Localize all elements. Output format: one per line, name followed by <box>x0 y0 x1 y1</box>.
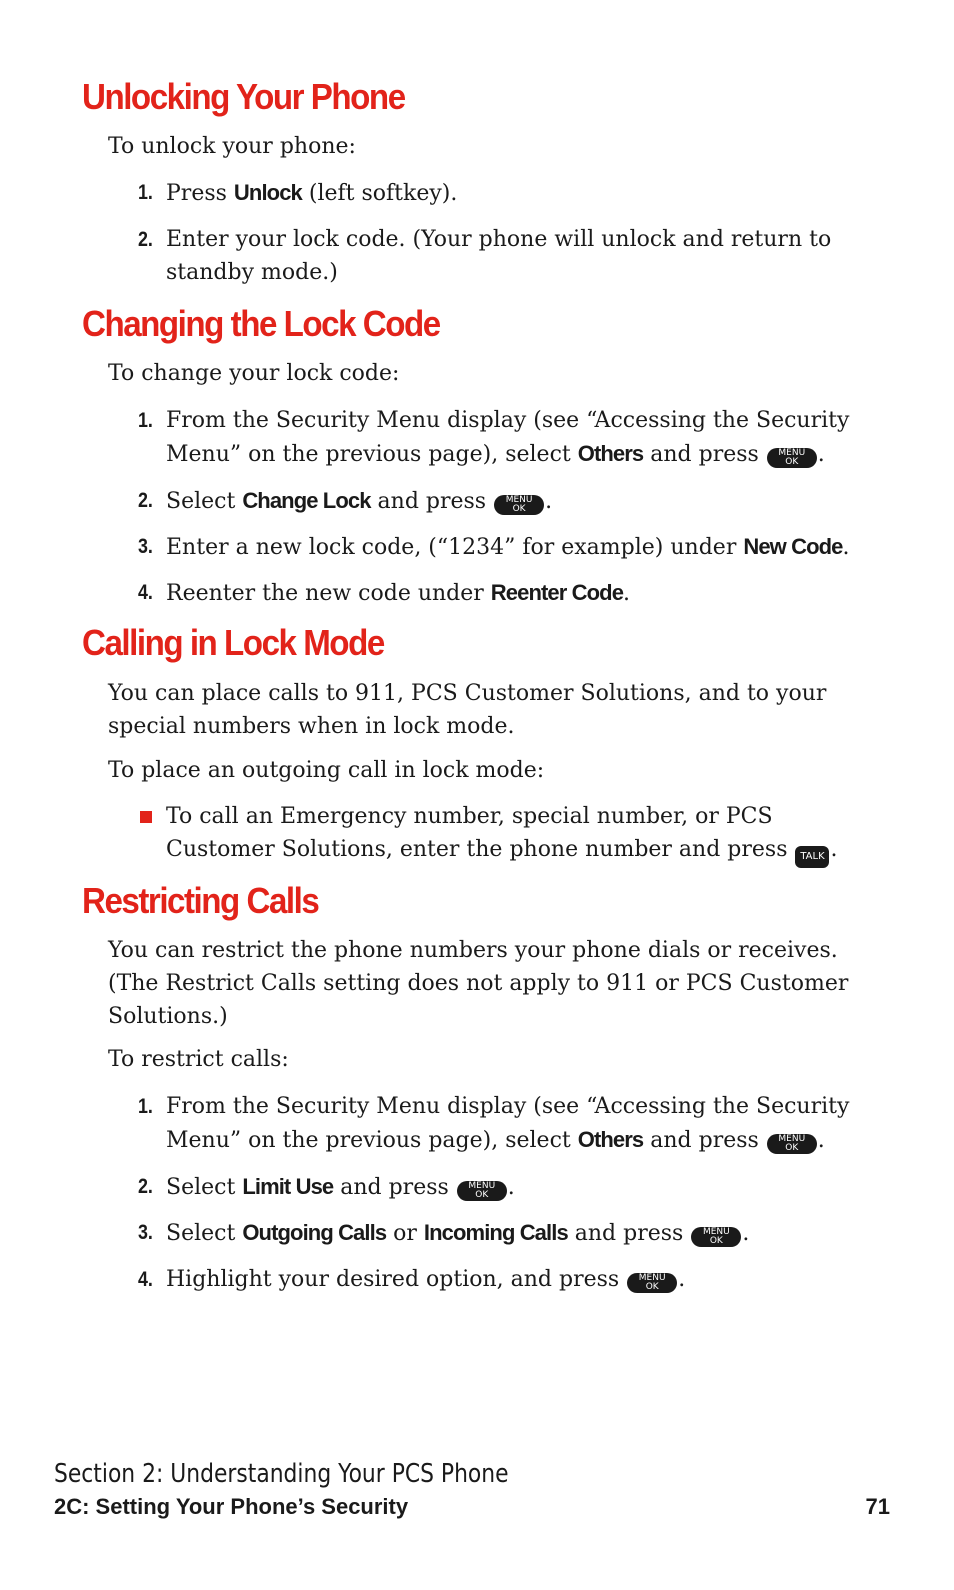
restrict-step-4: 4. Highlight your desired option, and press MENU OK . <box>166 1263 866 1296</box>
step-number: 3. <box>138 535 153 558</box>
menu-ok-key-icon: MENU OK <box>457 1181 507 1201</box>
talk-key-icon: TALK <box>795 846 829 868</box>
step-number: 1. <box>138 1095 153 1118</box>
step-number: 2. <box>138 489 153 512</box>
step-text: Reenter the new code under <box>166 581 491 606</box>
restrict-para-2: To restrict calls: <box>108 1047 289 1072</box>
footer-chapter-title: 2C: Setting Your Phone’s Security <box>54 1494 409 1519</box>
heading-restricting-calls: Restricting Calls <box>82 880 319 921</box>
step-text: and press <box>370 489 494 514</box>
menu-ok-key-icon: MENU OK <box>767 1134 817 1154</box>
heading-unlocking: Unlocking Your Phone <box>82 76 405 117</box>
step-text: Highlight your desired option, and press <box>166 1267 627 1292</box>
step-text: and press <box>643 1128 766 1153</box>
menu-option: Outgoing Calls <box>242 1220 387 1245</box>
menu-option: Others <box>577 441 644 466</box>
bullet-text: To call an Emergency number, special number, or PCS Customer Solutions, enter the phone number and press <box>166 804 795 862</box>
footer-section-title: Section 2: Understanding Your PCS Phone <box>54 1459 509 1489</box>
menu-option: Others <box>577 1127 644 1152</box>
bullet-square-icon <box>140 811 152 823</box>
step-number: 4. <box>138 581 153 604</box>
change-step-1: 1. From the Security Menu display (see “Accessing the Security Menu” on the previous page), select Others and press MENU OK . <box>166 404 866 471</box>
step-text: and press <box>567 1221 691 1246</box>
unlock-intro: To unlock your phone: <box>108 134 356 159</box>
step-text: and press <box>643 442 766 467</box>
restrict-step-3: 3. Select Outgoing Calls or Incoming Calls and press MENU OK . <box>166 1216 866 1250</box>
menu-option: Incoming Calls <box>423 1220 568 1245</box>
step-number: 1. <box>138 409 153 432</box>
calling-para-1: You can place calls to 911, PCS Customer Solutions, and to your special numbers when in lock mode. <box>108 681 827 739</box>
softkey-label: Unlock <box>233 180 302 205</box>
step-text: Enter a new lock code, (“1234” for example) under <box>166 535 744 560</box>
calling-para-2: To place an outgoing call in lock mode: <box>108 758 545 783</box>
step-text: Select <box>166 1221 243 1246</box>
step-text: Enter your lock code. (Your phone will unlock and return to standby mode.) <box>166 227 832 285</box>
step-text: Select <box>166 1175 243 1200</box>
step-text: or <box>386 1221 424 1246</box>
heading-changing-lock-code: Changing the Lock Code <box>82 303 440 344</box>
menu-option: Change Lock <box>242 488 371 513</box>
step-number: 2. <box>138 1175 153 1198</box>
step-text: Select <box>166 489 243 514</box>
unlock-step-2 <box>138 223 866 289</box>
menu-ok-key-icon: MENU OK <box>494 495 544 515</box>
restrict-para-1: You can restrict the phone numbers your phone dials or receives. (The Restrict Calls setting does not apply to 911 or PCS Customer Solutions.) <box>108 938 849 1029</box>
change-step-2: 2. Select Change Lock and press MENU OK . <box>166 484 866 518</box>
step-text: and press <box>333 1175 456 1200</box>
menu-option: Limit Use <box>242 1174 334 1199</box>
menu-ok-key-icon: MENU OK <box>627 1273 677 1293</box>
change-step-3: 3. Enter a new lock code, (“1234” for example) under New Code. <box>166 530 866 564</box>
step-text: From the Security Menu display (see “Accessing the Security Menu” on the previous page), select <box>166 1094 850 1153</box>
change-intro: To change your lock code: <box>108 361 400 386</box>
restrict-step-2: 2. Select Limit Use and press MENU OK . <box>166 1170 866 1204</box>
menu-ok-key-icon: MENU OK <box>691 1227 741 1247</box>
heading-calling-lock-mode: Calling in Lock Mode <box>82 622 384 663</box>
step-number: 3. <box>138 1221 153 1244</box>
step-text: (left softkey). <box>301 181 458 206</box>
change-step-4: 4. Reenter the new code under Reenter Code. <box>166 576 866 610</box>
step-number: 1. <box>138 181 153 204</box>
menu-ok-key-icon: MENU OK <box>767 448 817 468</box>
step-text: Press <box>166 181 234 206</box>
unlock-step-1 <box>138 176 866 210</box>
page-number: 71 <box>865 1494 890 1519</box>
step-number: 4. <box>138 1268 153 1291</box>
field-label: New Code <box>743 534 843 559</box>
restrict-step-1: 1. From the Security Menu display (see “Accessing the Security Menu” on the previous page), select Others and press MENU OK . <box>166 1090 866 1157</box>
field-label: Reenter Code <box>490 580 624 605</box>
step-number: 2. <box>138 228 153 251</box>
calling-bullet-1: To call an Emergency number, special number, or PCS Customer Solutions, enter the phone number and press TALK . <box>166 800 866 868</box>
step-text: From the Security Menu display (see “Accessing the Security Menu” on the previous page), select <box>166 408 850 467</box>
